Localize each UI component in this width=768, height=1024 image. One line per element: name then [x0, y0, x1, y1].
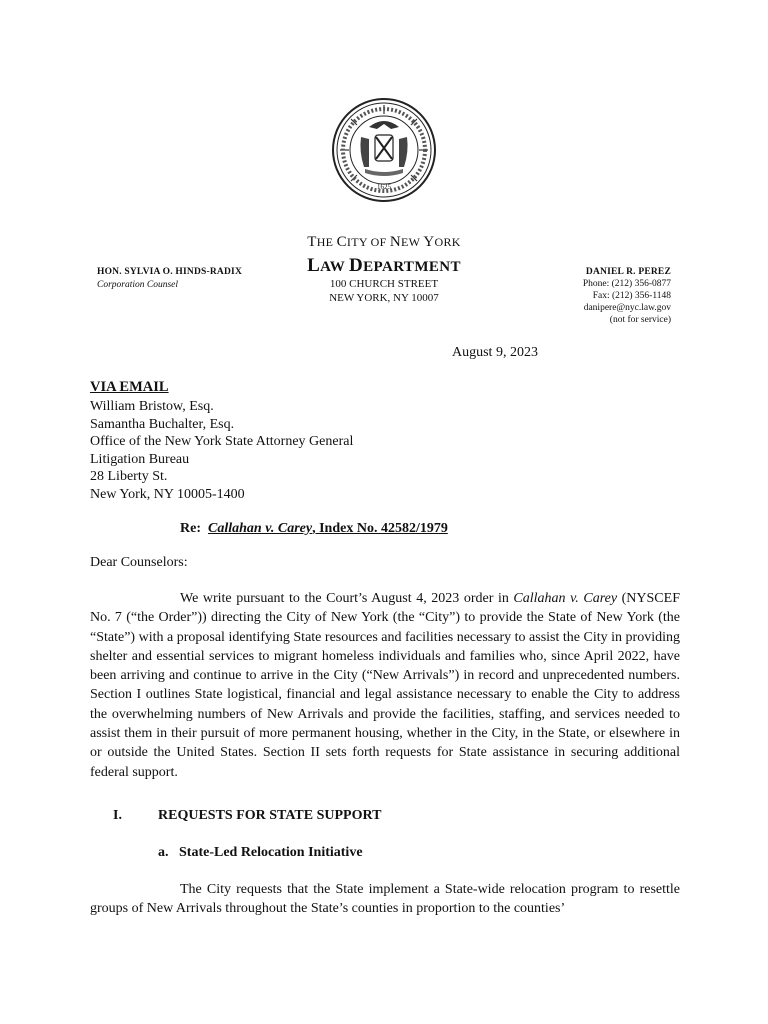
- recipient-line: William Bristow, Esq.: [90, 399, 214, 414]
- section-number: I.: [113, 808, 122, 823]
- body-paragraph: The City requests that the State implement a State-wide relocation program to resettle groups of New Arrivals throughout the State’s counties in proportion to the counties’: [90, 882, 680, 917]
- recipient-line: Samantha Buchalter, Esq.: [90, 416, 235, 432]
- recipient-line: Office of the New York State Attorney General: [90, 434, 354, 450]
- corporation-counsel-block: [97, 266, 242, 292]
- city-state-zip: NEW YORK, NY 10007: [329, 292, 439, 304]
- counsel-title: Corporation Counsel: [97, 280, 179, 290]
- section-title: REQUESTS FOR STATE SUPPORT: [158, 808, 382, 823]
- svg-text:1625: 1625: [377, 183, 391, 191]
- salutation: Dear Counselors:: [90, 555, 188, 570]
- author-fax: Fax: (212) 356-1148: [592, 291, 671, 301]
- recipient-line: Litigation Bureau: [90, 451, 190, 467]
- body-paragraph: We write pursuant to the Court’s August 4, 2023 order in Callahan v. Carey (NYSCEF No. 7 (“the Order”)) directing the City of New York (the “City”) to provide the State of New York (the “State”) with a proposal identifying State resources and facilities necessary to assist the City in providing shelter and essential services to migrant homeless individuals and families who, since April 2022, have been arriving and continue to arrive in the City (“New Arrivals”) in record and unprecedented numbers. Section I outlines State logistical, financial and legal assistance necessary to enable the City to address the overwhelming numbers of New Arrivals and provide the facilities, staffing, and services needed to assist them in their pursuit of more permanent housing, whether in the City, in the State, or elsewhere in or outside the United States. Section II sets forth requests for State assistance in securing additional federal support.: [90, 591, 680, 780]
- letter-date: August 9, 2023: [452, 345, 538, 360]
- author-phone: Phone: (212) 356-0877: [582, 279, 671, 289]
- city-of-new-york-heading: THE CITY OF NEW YORK: [307, 234, 461, 250]
- author-email-note: (not for service): [609, 315, 671, 325]
- recipient-line: 28 Liberty St.: [90, 469, 168, 485]
- law-department-heading: LAW DEPARTMENT: [307, 255, 461, 276]
- street-address: 100 CHURCH STREET: [329, 278, 439, 290]
- re-label: Re:: [180, 521, 201, 536]
- author-contact-block: [583, 266, 671, 326]
- re-line: [180, 521, 448, 537]
- city-seal-icon: [331, 97, 437, 203]
- counsel-name: HON. SYLVIA O. HINDS-RADIX: [97, 267, 243, 277]
- re-subject: Callahan v. Carey, Index No. 42582/1979: [208, 521, 448, 536]
- recipient-line: New York, NY 10005-1400: [90, 486, 245, 502]
- recipient-address-block: [90, 398, 353, 504]
- subsection-heading: a. State-Led Relocation Initiative: [158, 845, 363, 860]
- author-email[interactable]: danipere@nyc.law.gov: [583, 303, 671, 313]
- via-email-label: VIA EMAIL: [90, 379, 169, 395]
- author-name: DANIEL R. PEREZ: [585, 267, 671, 277]
